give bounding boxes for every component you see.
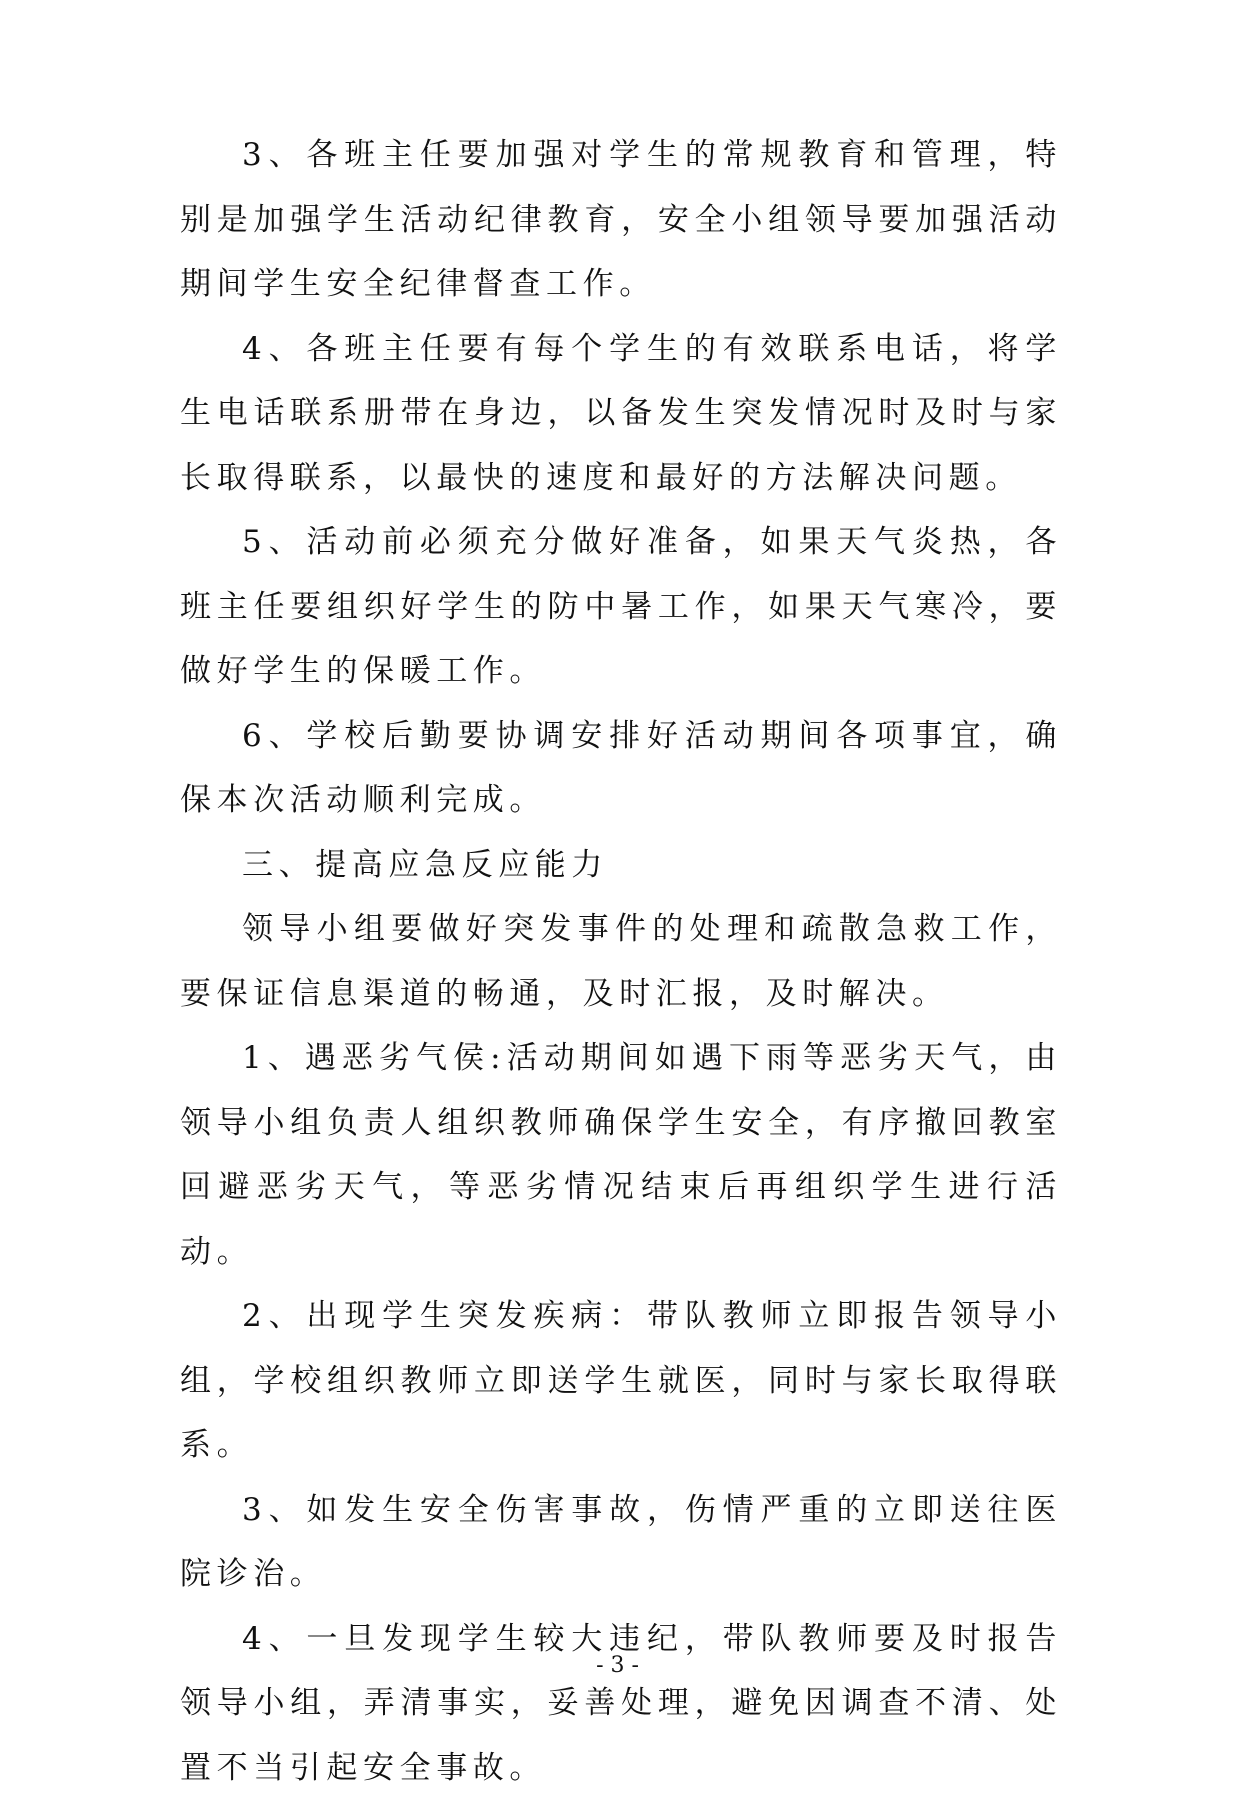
emergency-item-2: 2、出现学生突发疾病：带队教师立即报告领导小组，学校组织教师立即送学生就医，同时与家长取得联系。 xyxy=(180,1284,1062,1478)
document-body xyxy=(180,123,1062,1800)
paragraph-item-4: 4、各班主任要有每个学生的有效联系电话，将学生电话联系册带在身边，以备发生突发情况时及时与家长取得联系，以最快的速度和最好的方法解决问题。 xyxy=(180,317,1062,511)
section-intro-paragraph: 领导小组要做好突发事件的处理和疏散急救工作，要保证信息渠道的畅通，及时汇报，及时解决。 xyxy=(180,897,1062,1026)
emergency-item-4: 4、一旦发现学生较大违纪，带队教师要及时报告领导小组，弄清事实，妥善处理，避免因调查不清、处置不当引起安全事故。 xyxy=(180,1607,1062,1800)
paragraph-item-3: 3、各班主任要加强对学生的常规教育和管理，特别是加强学生活动纪律教育，安全小组领导要加强活动期间学生安全纪律督查工作。 xyxy=(180,123,1062,317)
emergency-item-3: 3、如发生安全伤害事故，伤情严重的立即送往医院诊治。 xyxy=(180,1478,1062,1607)
emergency-item-1: 1、遇恶劣气侯:活动期间如遇下雨等恶劣天气，由领导小组负责人组织教师确保学生安全，有序撤回教室回避恶劣天气，等恶劣情况结束后再组织学生进行活动。 xyxy=(180,1026,1062,1284)
paragraph-item-5: 5、活动前必须充分做好准备，如果天气炎热，各班主任要组织好学生的防中暑工作，如果天气寒冷，要做好学生的保暖工作。 xyxy=(180,510,1062,704)
section-heading: 三、提高应急反应能力 xyxy=(180,833,1062,898)
page-number: - 3 - xyxy=(0,1652,1235,1680)
paragraph-item-6: 6、学校后勤要协调安排好活动期间各项事宜，确保本次活动顺利完成。 xyxy=(180,704,1062,833)
